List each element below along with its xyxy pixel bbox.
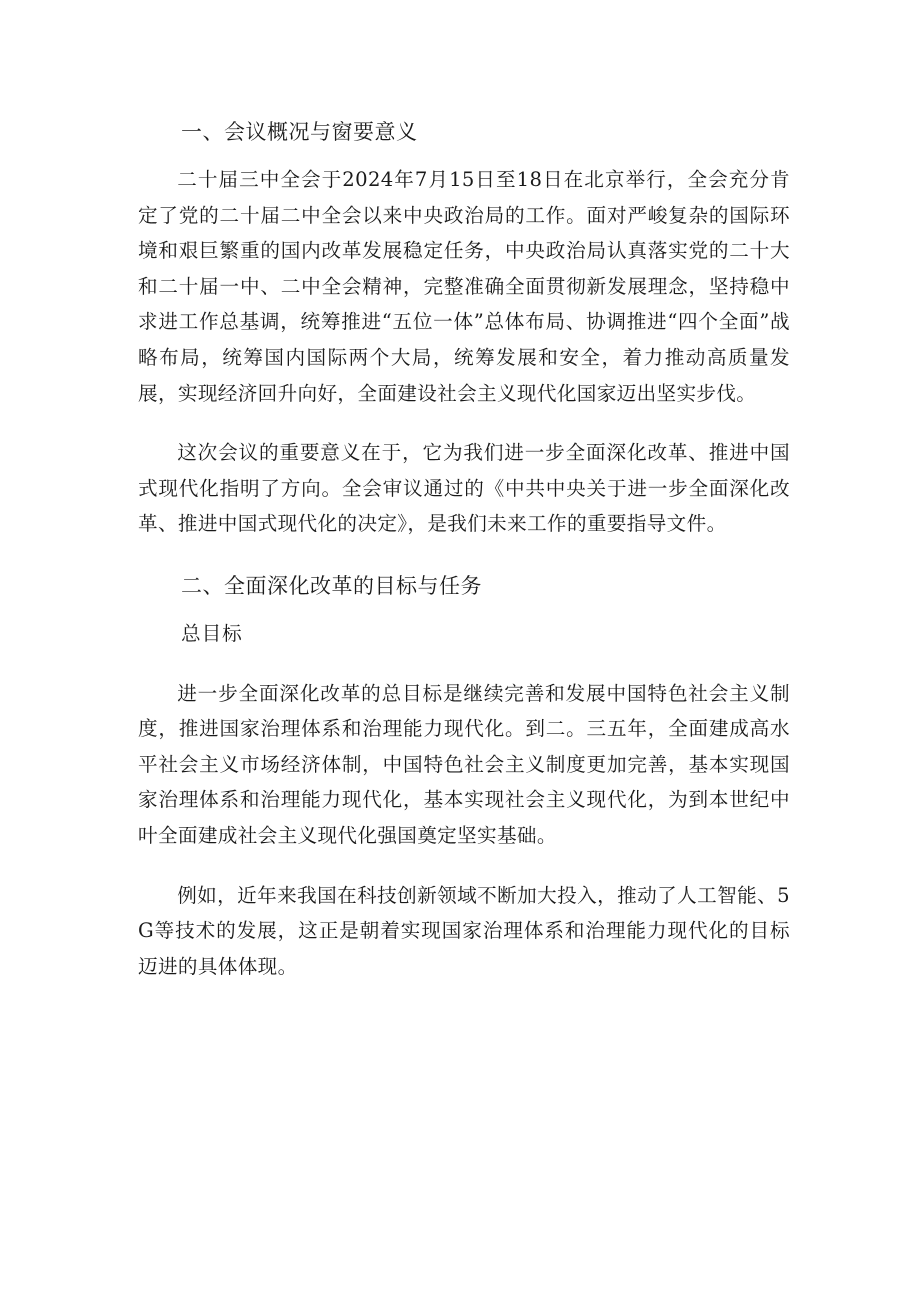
section-2-paragraph-2: 例如，近年来我国在科技创新领域不断加大投入，推动了人工智能、5G等技术的发展，这正是朝着实现国家治理体系和治理能力现代化的目标迈进的具体体现。 bbox=[138, 883, 790, 978]
section-heading-2: 二、全面深化改革的目标与任务 bbox=[181, 573, 482, 598]
subheading-overall-goal: 总目标 bbox=[181, 621, 243, 645]
document-body bbox=[138, 112, 790, 1008]
section-1-paragraph-1: 二十届三中全会于2024年7月15日至18日在北京举行，全会充分肯定了党的二十届二中全会以来中央政治局的工作。面对严峻复杂的国际环境和艰巨繁重的国内改革发展稳定任务，中央政治局认真落实党的二十大和二十届一中、二中全会精神，完整准确全面贯彻新发展理念，坚持稳中求进工作总基调，统筹推进“五位一体”总体布局、协调推进“四个全面”战略布局，统筹国内国际两个大局，统筹发展和安全，着力推动高质量发展，实现经济回升向好，全面建设社会主义现代化国家迈出坚实步伐。 bbox=[138, 168, 790, 405]
section-heading-1: 一、会议概况与窗要意义 bbox=[181, 120, 418, 144]
section-2-paragraph-1: 进一步全面深化改革的总目标是继续完善和发展中国特色社会主义制度，推进国家治理体系和治理能力现代化。到二。三五年，全面建成高水平社会主义市场经济体制，中国特色社会主义制度更加完善，基本实现国家治理体系和治理能力现代化，基本实现社会主义现代化，为到本世纪中叶全面建成社会主义现代化强国奠定坚实基础。 bbox=[138, 681, 790, 847]
section-1-paragraph-2: 这次会议的重要意义在于，它为我们进一步全面深化改革、推进中国式现代化指明了方向。全会审议通过的《中共中央关于进一步全面深化改革、推进中国式现代化的决定》，是我们未来工作的重要指导文件。 bbox=[138, 441, 790, 536]
